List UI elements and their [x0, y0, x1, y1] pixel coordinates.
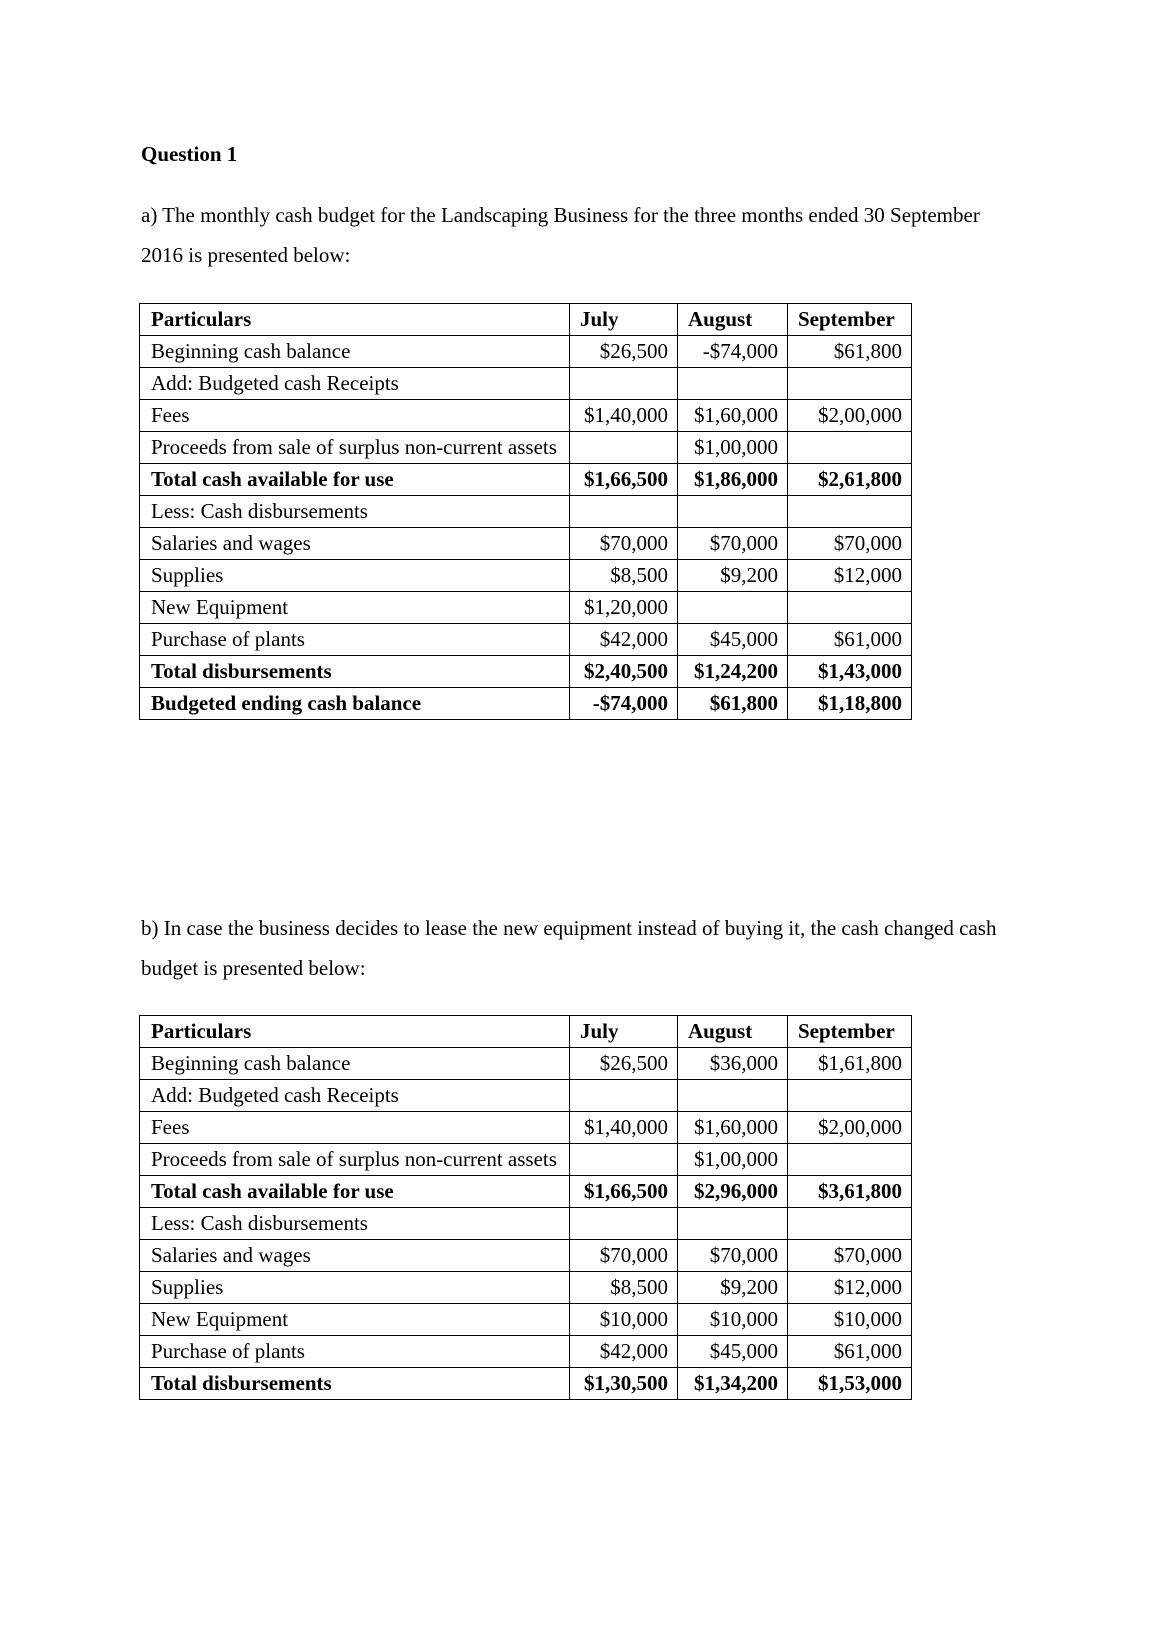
- row-label: New Equipment: [140, 1304, 570, 1336]
- table-row: [140, 368, 912, 400]
- september-value: $12,000: [788, 1272, 912, 1304]
- row-label: Salaries and wages: [140, 528, 570, 560]
- july-value: $26,500: [570, 1048, 678, 1080]
- september-value: $12,000: [788, 560, 912, 592]
- header-july: July: [570, 304, 678, 336]
- august-value: [678, 1080, 788, 1112]
- table-row: [140, 432, 912, 464]
- september-value: $61,000: [788, 1336, 912, 1368]
- row-label: Purchase of plants: [140, 1336, 570, 1368]
- august-value: $70,000: [678, 528, 788, 560]
- cash-budget-table-a: [139, 303, 912, 720]
- august-value: $1,34,200: [678, 1368, 788, 1400]
- july-value: $2,40,500: [570, 656, 678, 688]
- row-label: Add: Budgeted cash Receipts: [140, 368, 570, 400]
- august-value: $1,60,000: [678, 400, 788, 432]
- header-september: September: [788, 304, 912, 336]
- row-label: Budgeted ending cash balance: [140, 688, 570, 720]
- august-value: [678, 592, 788, 624]
- september-value: $1,43,000: [788, 656, 912, 688]
- august-value: $1,00,000: [678, 1144, 788, 1176]
- question-heading: Question 1: [141, 142, 238, 166]
- table-row-ending-balance: [140, 688, 912, 720]
- july-value: $1,20,000: [570, 592, 678, 624]
- row-label: Add: Budgeted cash Receipts: [140, 1080, 570, 1112]
- july-value: -$74,000: [570, 688, 678, 720]
- august-value: $9,200: [678, 560, 788, 592]
- header-particulars: Particulars: [140, 304, 570, 336]
- july-value: $10,000: [570, 1304, 678, 1336]
- september-value: [788, 1208, 912, 1240]
- september-value: $2,61,800: [788, 464, 912, 496]
- august-value: [678, 1208, 788, 1240]
- header-august: August: [678, 1016, 788, 1048]
- august-value: [678, 496, 788, 528]
- paragraph-b: b) In case the business decides to lease the new equipment instead of buying it, the cash changed cash budget is presented below:: [141, 916, 997, 980]
- august-value: [678, 368, 788, 400]
- september-value: $1,53,000: [788, 1368, 912, 1400]
- september-value: $10,000: [788, 1304, 912, 1336]
- table-row: [140, 1208, 912, 1240]
- table-row: [140, 560, 912, 592]
- row-label: Proceeds from sale of surplus non-current assets: [140, 1144, 570, 1176]
- row-label: Fees: [140, 400, 570, 432]
- july-value: $8,500: [570, 1272, 678, 1304]
- september-value: $1,61,800: [788, 1048, 912, 1080]
- july-value: [570, 1144, 678, 1176]
- july-value: $42,000: [570, 1336, 678, 1368]
- row-label: Total cash available for use: [140, 1176, 570, 1208]
- july-value: $42,000: [570, 624, 678, 656]
- table-row: [140, 496, 912, 528]
- table-row: [140, 1080, 912, 1112]
- september-value: $61,000: [788, 624, 912, 656]
- august-value: $1,00,000: [678, 432, 788, 464]
- august-value: -$74,000: [678, 336, 788, 368]
- row-label: Less: Cash disbursements: [140, 496, 570, 528]
- august-value: $45,000: [678, 624, 788, 656]
- july-value: [570, 1080, 678, 1112]
- row-label: Salaries and wages: [140, 1240, 570, 1272]
- table-row-total-disbursements: [140, 656, 912, 688]
- july-value: $1,30,500: [570, 1368, 678, 1400]
- september-value: [788, 368, 912, 400]
- august-value: $1,86,000: [678, 464, 788, 496]
- row-label: Total disbursements: [140, 1368, 570, 1400]
- september-value: $2,00,000: [788, 1112, 912, 1144]
- header-particulars: Particulars: [140, 1016, 570, 1048]
- august-value: $1,60,000: [678, 1112, 788, 1144]
- august-value: $61,800: [678, 688, 788, 720]
- table-row: [140, 1112, 912, 1144]
- table-row: [140, 1144, 912, 1176]
- table-row: [140, 400, 912, 432]
- table-row: [140, 336, 912, 368]
- row-label: New Equipment: [140, 592, 570, 624]
- table-row: [140, 592, 912, 624]
- paragraph-a: a) The monthly cash budget for the Landscaping Business for the three months ended 30 September 2016 is presented below:: [141, 203, 980, 267]
- row-label: Total cash available for use: [140, 464, 570, 496]
- july-value: $70,000: [570, 528, 678, 560]
- table-row-total-cash: [140, 464, 912, 496]
- table-row: [140, 1304, 912, 1336]
- table-row: [140, 624, 912, 656]
- july-value: $1,66,500: [570, 464, 678, 496]
- july-value: $1,66,500: [570, 1176, 678, 1208]
- table-row: [140, 1336, 912, 1368]
- july-value: $8,500: [570, 560, 678, 592]
- july-value: $70,000: [570, 1240, 678, 1272]
- table-row: [140, 1240, 912, 1272]
- july-value: $1,40,000: [570, 400, 678, 432]
- table-row: [140, 528, 912, 560]
- september-value: $2,00,000: [788, 400, 912, 432]
- september-value: [788, 496, 912, 528]
- july-value: [570, 496, 678, 528]
- header-july: July: [570, 1016, 678, 1048]
- september-value: $70,000: [788, 528, 912, 560]
- row-label: Proceeds from sale of surplus non-current assets: [140, 432, 570, 464]
- row-label: Less: Cash disbursements: [140, 1208, 570, 1240]
- september-value: [788, 1080, 912, 1112]
- september-value: [788, 432, 912, 464]
- august-value: $1,24,200: [678, 656, 788, 688]
- table-row: [140, 1272, 912, 1304]
- july-value: [570, 368, 678, 400]
- july-value: $1,40,000: [570, 1112, 678, 1144]
- table-header-row: [140, 304, 912, 336]
- august-value: $36,000: [678, 1048, 788, 1080]
- july-value: [570, 432, 678, 464]
- table-row: [140, 1048, 912, 1080]
- row-label: Purchase of plants: [140, 624, 570, 656]
- cash-budget-table-b: [139, 1015, 912, 1400]
- row-label: Beginning cash balance: [140, 1048, 570, 1080]
- september-value: $3,61,800: [788, 1176, 912, 1208]
- august-value: $45,000: [678, 1336, 788, 1368]
- august-value: $10,000: [678, 1304, 788, 1336]
- table-header-row: [140, 1016, 912, 1048]
- july-value: [570, 1208, 678, 1240]
- september-value: $61,800: [788, 336, 912, 368]
- header-september: September: [788, 1016, 912, 1048]
- august-value: $2,96,000: [678, 1176, 788, 1208]
- row-label: Total disbursements: [140, 656, 570, 688]
- july-value: $26,500: [570, 336, 678, 368]
- august-value: $70,000: [678, 1240, 788, 1272]
- september-value: $70,000: [788, 1240, 912, 1272]
- table-row-total-cash: [140, 1176, 912, 1208]
- row-label: Fees: [140, 1112, 570, 1144]
- row-label: Beginning cash balance: [140, 336, 570, 368]
- row-label: Supplies: [140, 1272, 570, 1304]
- table-row-total-disbursements: [140, 1368, 912, 1400]
- september-value: $1,18,800: [788, 688, 912, 720]
- august-value: $9,200: [678, 1272, 788, 1304]
- september-value: [788, 592, 912, 624]
- september-value: [788, 1144, 912, 1176]
- row-label: Supplies: [140, 560, 570, 592]
- header-august: August: [678, 304, 788, 336]
